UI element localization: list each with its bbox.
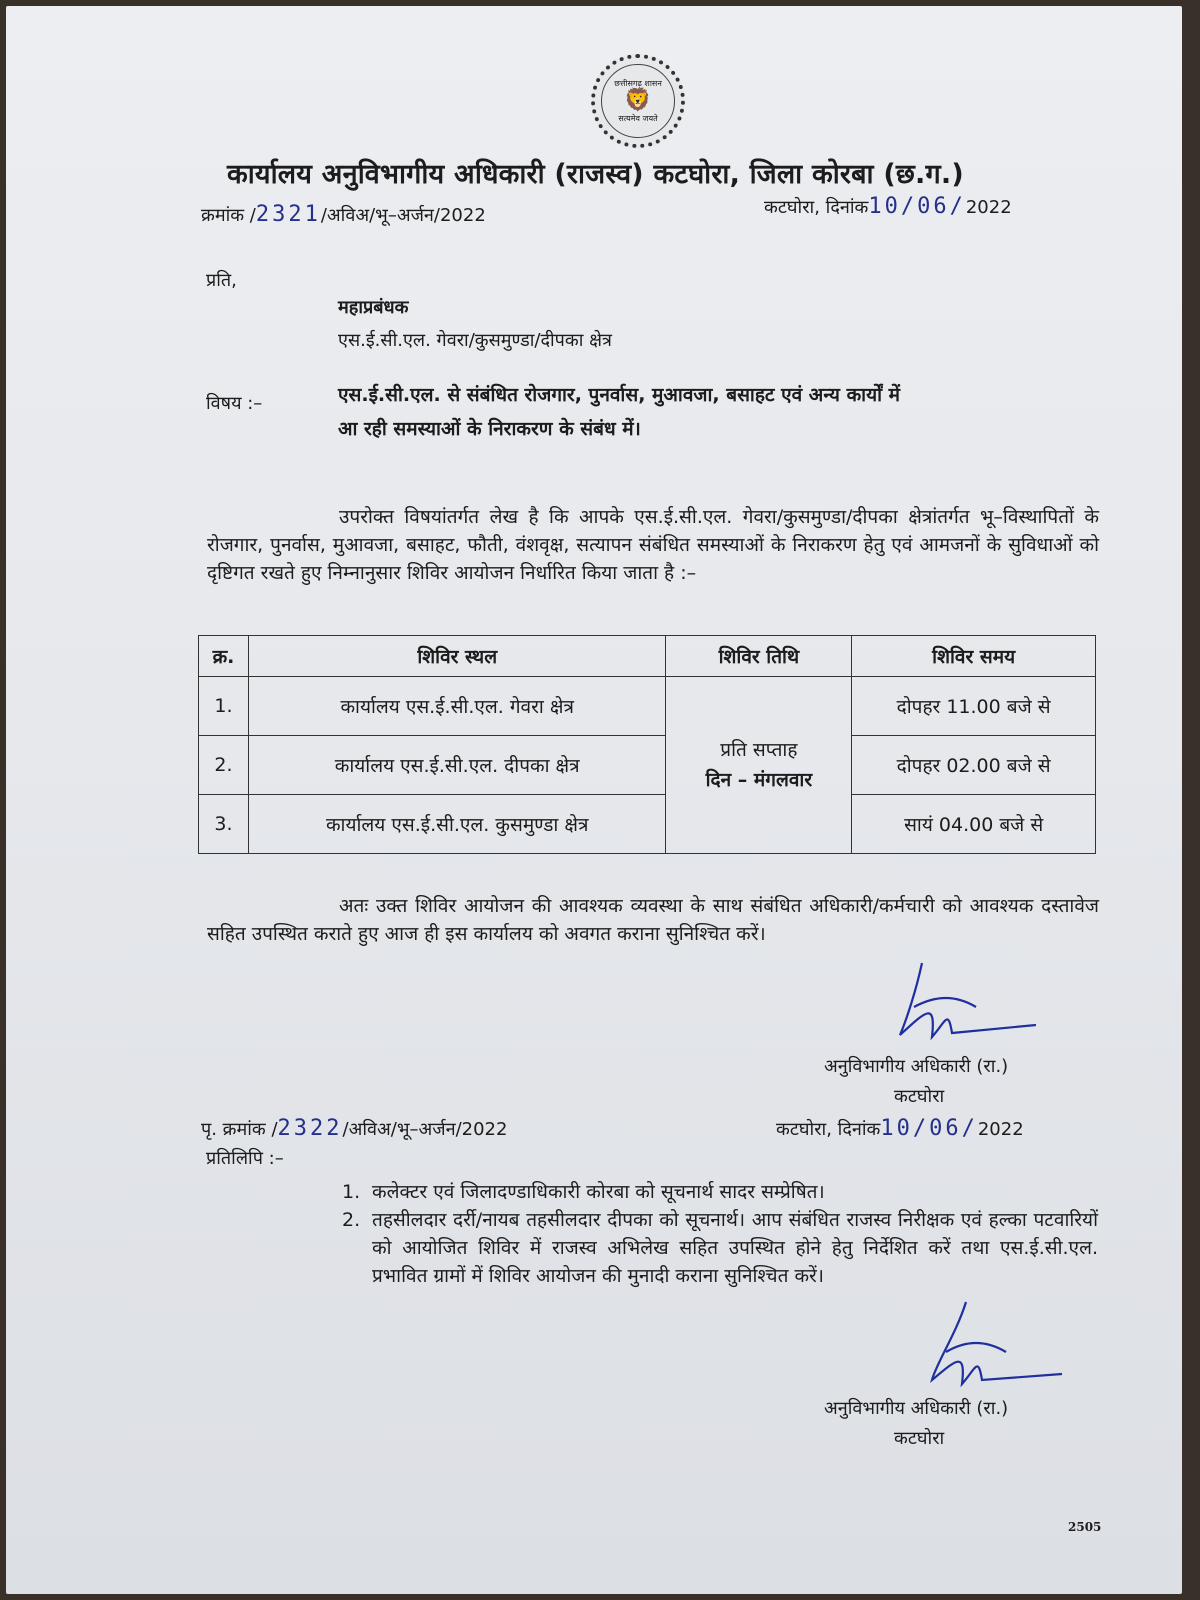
header-date: शिविर तिथि — [666, 636, 852, 677]
to-label: प्रति, — [206, 270, 237, 291]
header-venue: शिविर स्थल — [248, 636, 666, 677]
subject-line-2: आ रही समस्याओं के निराकरण के संबंध में। — [338, 418, 641, 440]
table-header-row — [199, 636, 1096, 677]
signature-2 — [916, 1294, 1086, 1404]
row-venue: कार्यालय एस.ई.सी.एल. कुसमुण्डा क्षेत्र — [248, 795, 666, 854]
endorsement-date: कटघोरा, दिनांक10/06/2022 — [776, 1116, 1024, 1141]
row-sno: 2. — [199, 736, 249, 795]
signatory-designation-1: अनुविभागीय अधिकारी (रा.) — [824, 1056, 1009, 1077]
subject-label: विषय :– — [206, 393, 263, 414]
list-item: 1. कलेक्टर एवं जिलादण्डाधिकारी कोरबा को सूचनार्थ सादर सम्प्रेषित। — [342, 1181, 825, 1203]
row-time: दोपहर 11.00 बजे से — [852, 677, 1096, 736]
camp-date-line-1: प्रति सप्ताह — [720, 739, 798, 761]
government-emblem-seal — [591, 54, 685, 148]
row-time: सायं 04.00 बजे से — [852, 795, 1096, 854]
table-row — [199, 795, 1096, 854]
letter-date: कटघोरा, दिनांक10/06/2022 — [764, 194, 1012, 219]
handwritten-endorsement-date: 10/06/ — [880, 1116, 978, 1141]
page-number: 2505 — [1068, 1520, 1102, 1534]
endorsement-reference: पृ. क्रमांक /2322/अविअ/भू–अर्जन/2022 — [201, 1116, 508, 1141]
body-paragraph-1: उपरोक्त विषयांतर्गत लेख है कि आपके एस.ई.सी.एल. गेवरा/कुसमुण्डा/दीपका क्षेत्रांतर्गत भू–विस्थापितों के रोजगार, पुनर्वास, मुआवजा, बसाहट, फौती, वंशवृक्ष, सत्यापन संबंधित समस्याओं के निराकरण हेतु एवं आमजनों के सुविधाओं को दृष्टिगत रखते हुए निम्नानुसार शिविर आयोजन निर्धारित किया जाता है :– — [207, 506, 1099, 584]
recipient-designation: महाप्रबंधक — [338, 297, 409, 318]
camp-date-line-2: दिन – मंगलवार — [705, 769, 813, 791]
table-row — [199, 736, 1096, 795]
header-sno: क्र. — [199, 636, 249, 677]
row-venue: कार्यालय एस.ई.सी.एल. गेवरा क्षेत्र — [248, 677, 666, 736]
letter-page — [6, 6, 1182, 1594]
copy-to-label: प्रतिलिपि :– — [206, 1148, 284, 1169]
reference-number: क्रमांक /2321/अविअ/भू–अर्जन/2022 — [201, 202, 486, 227]
signatory-designation-2: अनुविभागीय अधिकारी (रा.) — [824, 1398, 1009, 1419]
emblem-text: छत्तीसगढ़ शासन — [614, 79, 662, 88]
signatory-place-1: कटघोरा — [894, 1086, 945, 1107]
table-row — [199, 677, 1096, 736]
handwritten-endorsement-number: 2322 — [277, 1116, 343, 1141]
camp-schedule-table — [198, 635, 1096, 854]
ashoka-lion-icon: 🦁 — [624, 88, 652, 113]
row-venue: कार्यालय एस.ई.सी.एल. दीपका क्षेत्र — [248, 736, 666, 795]
list-item: 2. तहसीलदार दर्री/नायब तहसीलदार दीपका को सूचनार्थ। आप संबंधित राजस्व निरीक्षक एवं हल्का पटवारियों को आयोजित शिविर में राजस्व अभिलेख सहित उपस्थित होने हेतु निर्देशित करें तथा एस.ई.सी.एल. प्रभावित ग्रामों में शिविर आयोजन की मुनादी कराना सुनिश्चित करें। — [342, 1209, 1098, 1287]
copy-to-list — [342, 1178, 1098, 1290]
camp-date-cell — [666, 677, 852, 854]
row-time: दोपहर 02.00 बजे से — [852, 736, 1096, 795]
signatory-place-2: कटघोरा — [894, 1428, 945, 1449]
emblem-motto: सत्यमेव जयते — [618, 114, 658, 123]
office-heading: कार्यालय अनुविभागीय अधिकारी (राजस्व) कटघोरा, जिला कोरबा (छ.ग.) — [227, 159, 964, 190]
signature-1 — [886, 951, 1066, 1061]
subject-line-1: एस.ई.सी.एल. से संबंधित रोजगार, पुनर्वास, मुआवजा, बसाहट एवं अन्य कार्यों में — [338, 384, 900, 406]
recipient-organization: एस.ई.सी.एल. गेवरा/कुसमुण्डा/दीपका क्षेत्र — [338, 330, 612, 351]
header-time: शिविर समय — [852, 636, 1096, 677]
body-paragraph-2: अतः उक्त शिविर आयोजन की आवश्यक व्यवस्था के साथ संबंधित अधिकारी/कर्मचारी को आवश्यक दस्तावेज सहित उपस्थित कराते हुए आज ही इस कार्यालय को अवगत कराना सुनिश्चित करें। — [207, 895, 1099, 945]
handwritten-date: 10/06/ — [868, 194, 966, 219]
row-sno: 1. — [199, 677, 249, 736]
handwritten-ref-number: 2321 — [255, 202, 321, 227]
row-sno: 3. — [199, 795, 249, 854]
